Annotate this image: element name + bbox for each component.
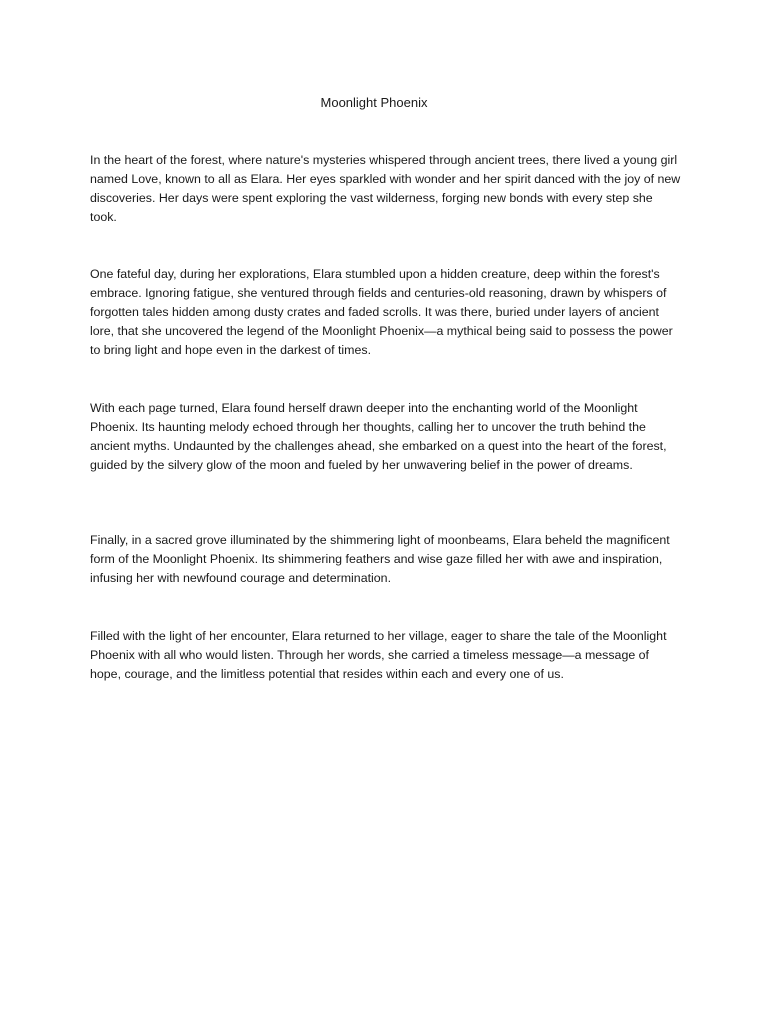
paragraph-4: Finally, in a sacred grove illuminated by the shimmering light of moonbeams, Elara beheld the magnificent form of the Moonlight Phoenix. Its shimmering feathers and wise gaze filled her with awe and inspiration, infusing her with newfound courage and determination. [90, 533, 670, 585]
paragraph-1: In the heart of the forest, where nature's mysteries whispered through ancient trees, there lived a young girl named Love, known to all as Elara. Her eyes sparkled with wonder and her spirit danced with the joy of new discoveries. Her days were spent exploring the vast wilderness, forging new bonds with every step she took. [90, 153, 681, 224]
paragraph-2: One fateful day, during her explorations, Elara stumbled upon a hidden creature, deep within the forest's embrace. Ignoring fatigue, she ventured through fields and centuries-old reasoning, drawn by whispers of forgotten tales hidden among dusty crates and faded scrolls. It was there, buried under layers of ancient lore, that she uncovered the legend of the Moonlight Phoenix—a mythical being said to possess the power to bring light and hope even in the darkest of times. [90, 267, 673, 357]
paragraph-3: With each page turned, Elara found herself drawn deeper into the enchanting world of the Moonlight Phoenix. Its haunting melody echoed through her thoughts, calling her to uncover the truth behind the ancient myths. Undaunted by the challenges ahead, she embarked on a quest into the heart of the forest, guided by the silvery glow of the moon and fueled by her unwavering belief in the power of dreams. [90, 401, 667, 472]
document-title: Moonlight Phoenix [320, 95, 428, 110]
paragraph-5: Filled with the light of her encounter, Elara returned to her village, eager to share the tale of the Moonlight Phoenix with all who would listen. Through her words, she carried a timeless message—a message of hope, courage, and the limitless potential that resides within each and every one of us. [90, 629, 667, 681]
